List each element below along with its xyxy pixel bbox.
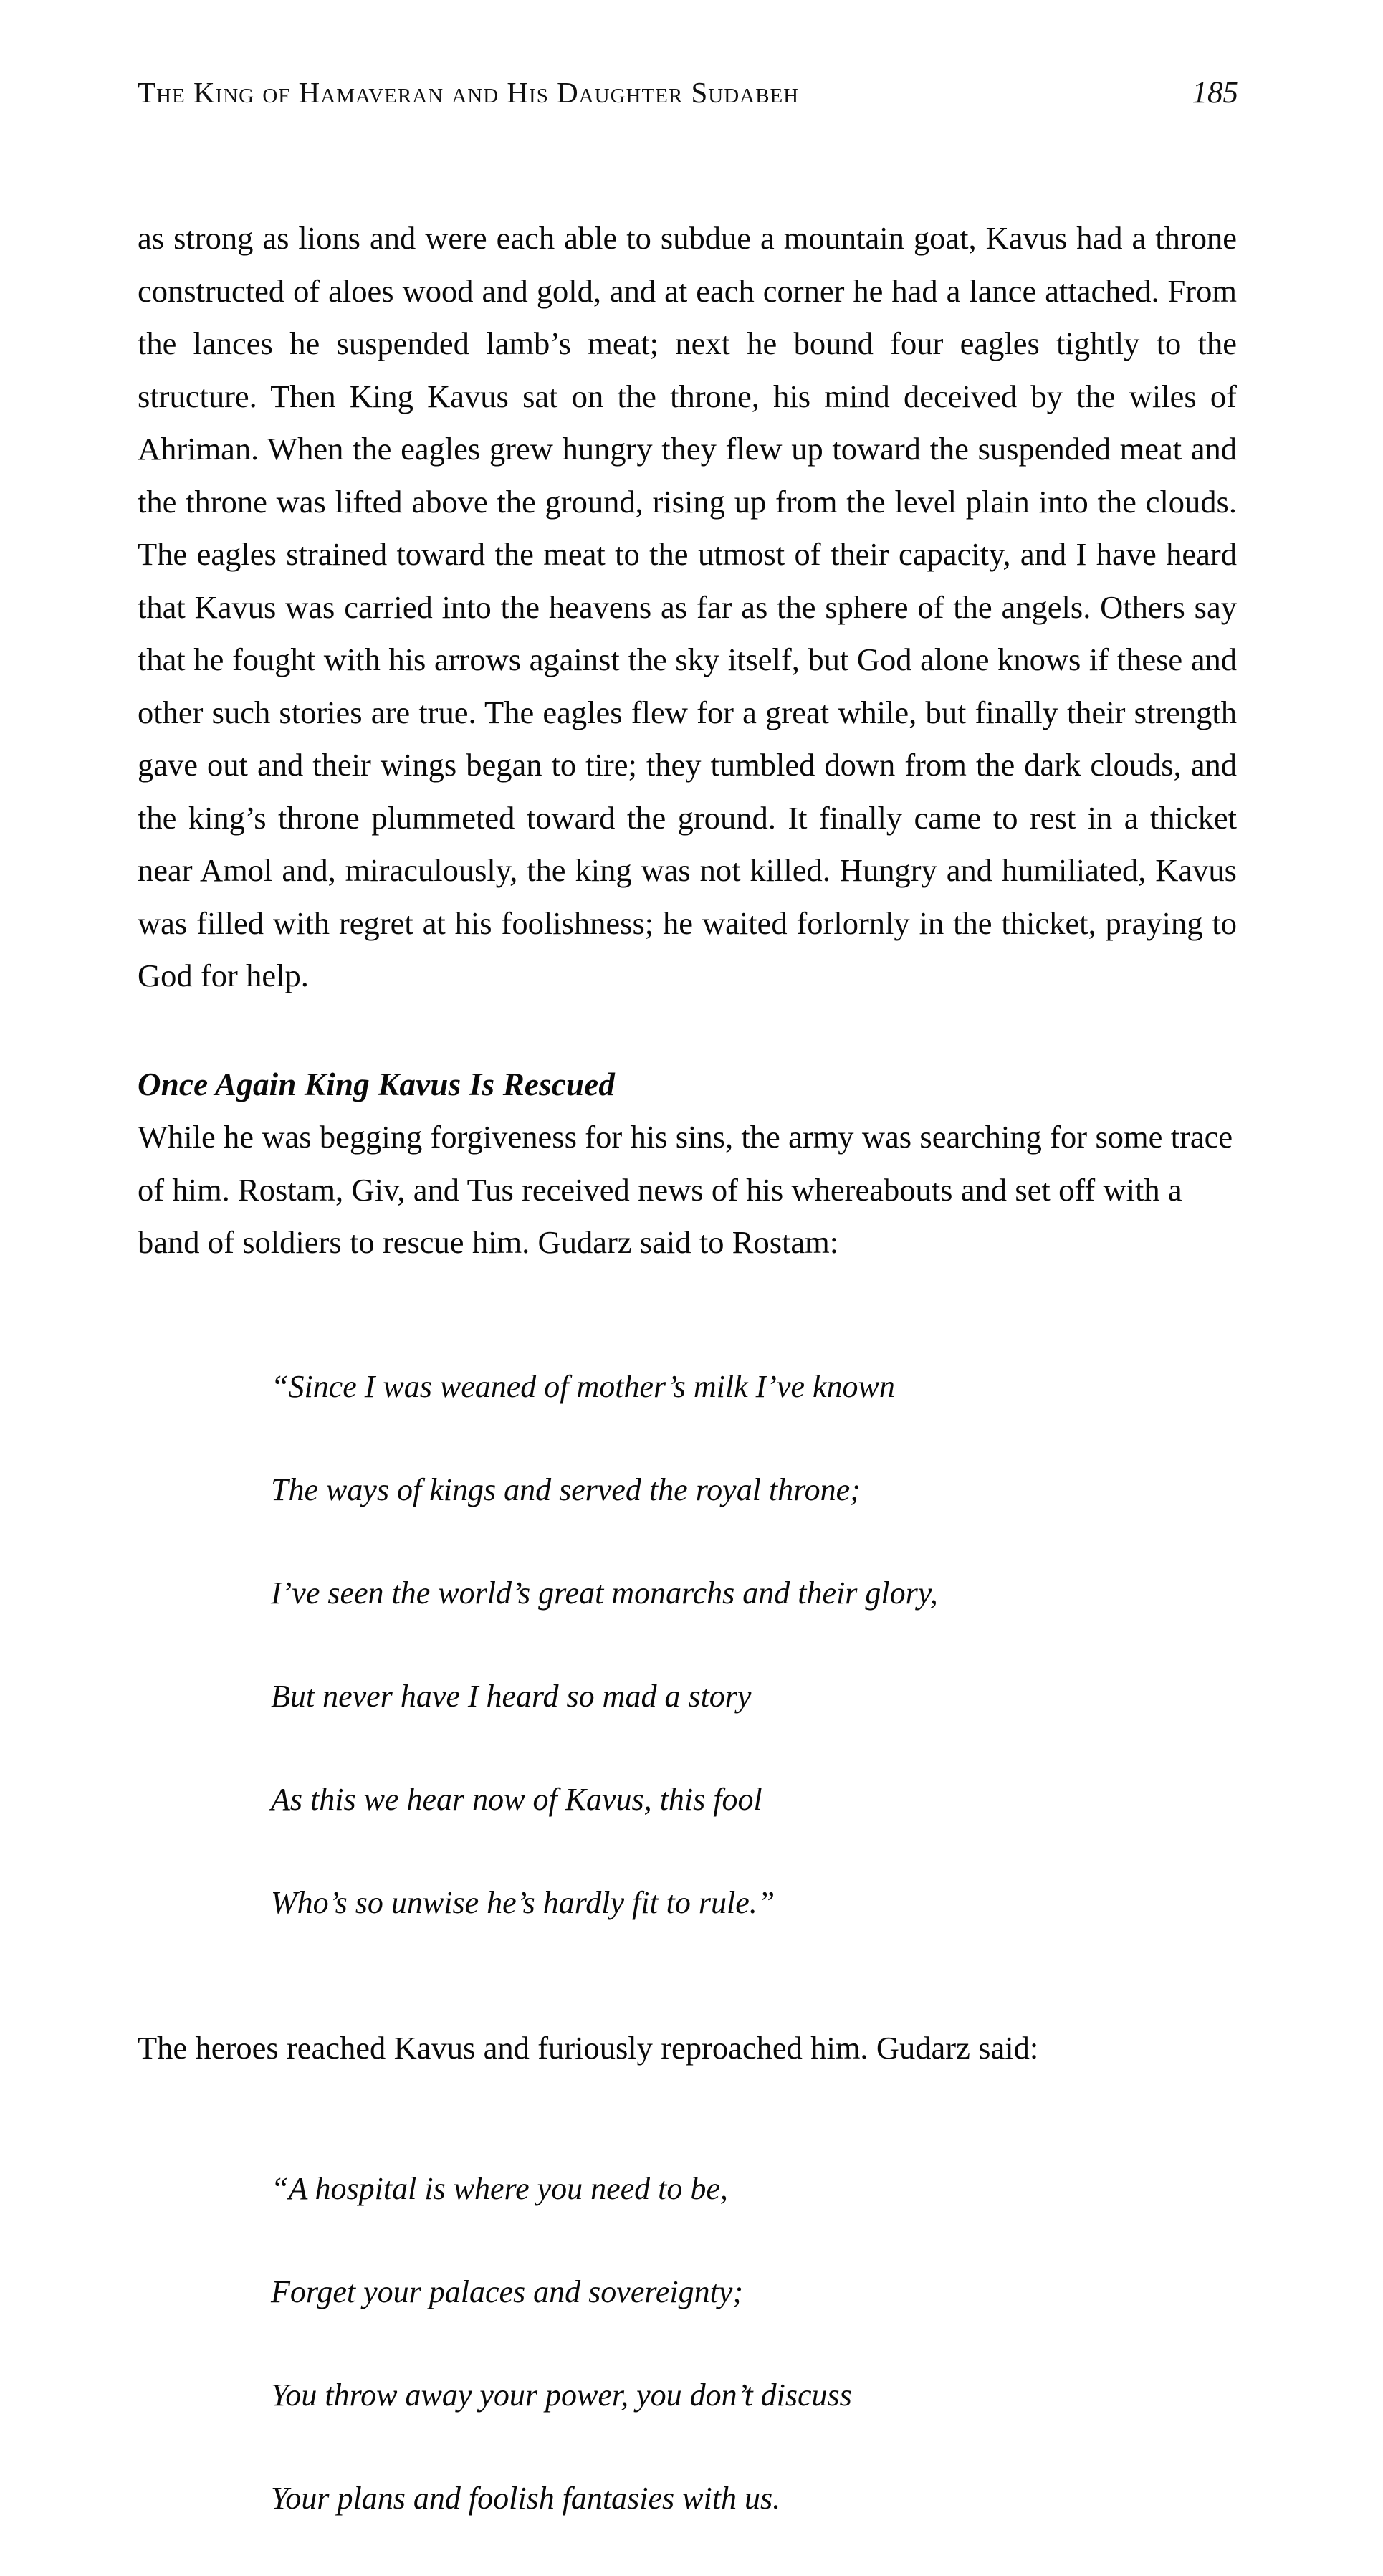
verse-line: Forget your palaces and sovereignty;	[271, 2274, 744, 2309]
spacer-before-verse-two	[138, 2074, 1237, 2112]
verse-line: You throw away your power, you don’t discuss	[271, 2377, 852, 2413]
verse-line: But never have I heard so mad a story	[271, 1678, 752, 1714]
verse-line: Who’s so unwise he’s hardly fit to rule.”	[271, 1884, 775, 1920]
running-head	[138, 77, 1240, 128]
section-subheading: Once Again King Kavus Is Rescued	[138, 1066, 616, 1102]
running-head-title: The King of Hamaveran and His Daughter Sudabeh	[138, 76, 800, 109]
paragraph-intro-verse-one: While he was begging forgiveness for his sins, the army was searching for some trace of him. Rostam, Giv, and Tus received news of his whereabouts and set off with a band of soldiers to rescue him. Gudarz said to Rostam:	[138, 1119, 1233, 1260]
verse-line: As this we hear now of Kavus, this fool	[271, 1781, 762, 1817]
spacer-before-subheading	[138, 1003, 1237, 1059]
page-number: 185	[1192, 76, 1238, 110]
verse-block-one	[138, 1310, 1237, 1980]
spacer-after-verse-one	[138, 1980, 1237, 2022]
text-block	[138, 212, 1237, 2576]
verse-line: I’ve seen the world’s great monarchs and their glory,	[271, 1575, 938, 1611]
verse-line: “A hospital is where you need to be,	[271, 2171, 728, 2206]
paragraph-intro-verse-two: The heroes reached Kavus and furiously reproached him. Gudarz said:	[138, 2029, 1039, 2066]
verse-line: “Since I was weaned of mother’s milk I’ve known	[271, 1368, 895, 1404]
spacer-before-verse-one	[138, 1269, 1237, 1310]
verse-block-two	[138, 2112, 1237, 2576]
verse-line: Your plans and foolish fantasies with us.	[271, 2481, 781, 2516]
paragraph-continued: as strong as lions and were each able to subdue a mountain goat, Kavus had a throne constructed of aloes wood and gold, and at each corner he had a lance attached. From the lances he suspended lamb’s meat; next he bound four eagles tightly to the structure. Then King Kavus sat on the throne, his mind deceived by the wiles of Ahriman. When the eagles grew hungry they flew up toward the suspended meat and the throne was lifted above the ground, rising up from the level plain into the clouds. The eagles strained toward the meat to the utmost of their capacity, and I have heard that Kavus was carried into the heavens as far as the sphere of the angels. Others say that he fought with his arrows against the sky itself, but God alone knows if these and other such stories are true. The eagles flew for a great while, but finally their strength gave out and their wings began to tire; they tumbled down from the dark clouds, and the king’s throne plummeted toward the ground. It finally came to rest in a thicket near Amol and, miraculously, the king was not killed. Hungry and humiliated, Kavus was filled with regret at his foolishness; he waited forlornly in the thicket, praying to God for help.	[138, 220, 1237, 993]
verse-line: The ways of kings and served the royal throne;	[271, 1471, 861, 1507]
